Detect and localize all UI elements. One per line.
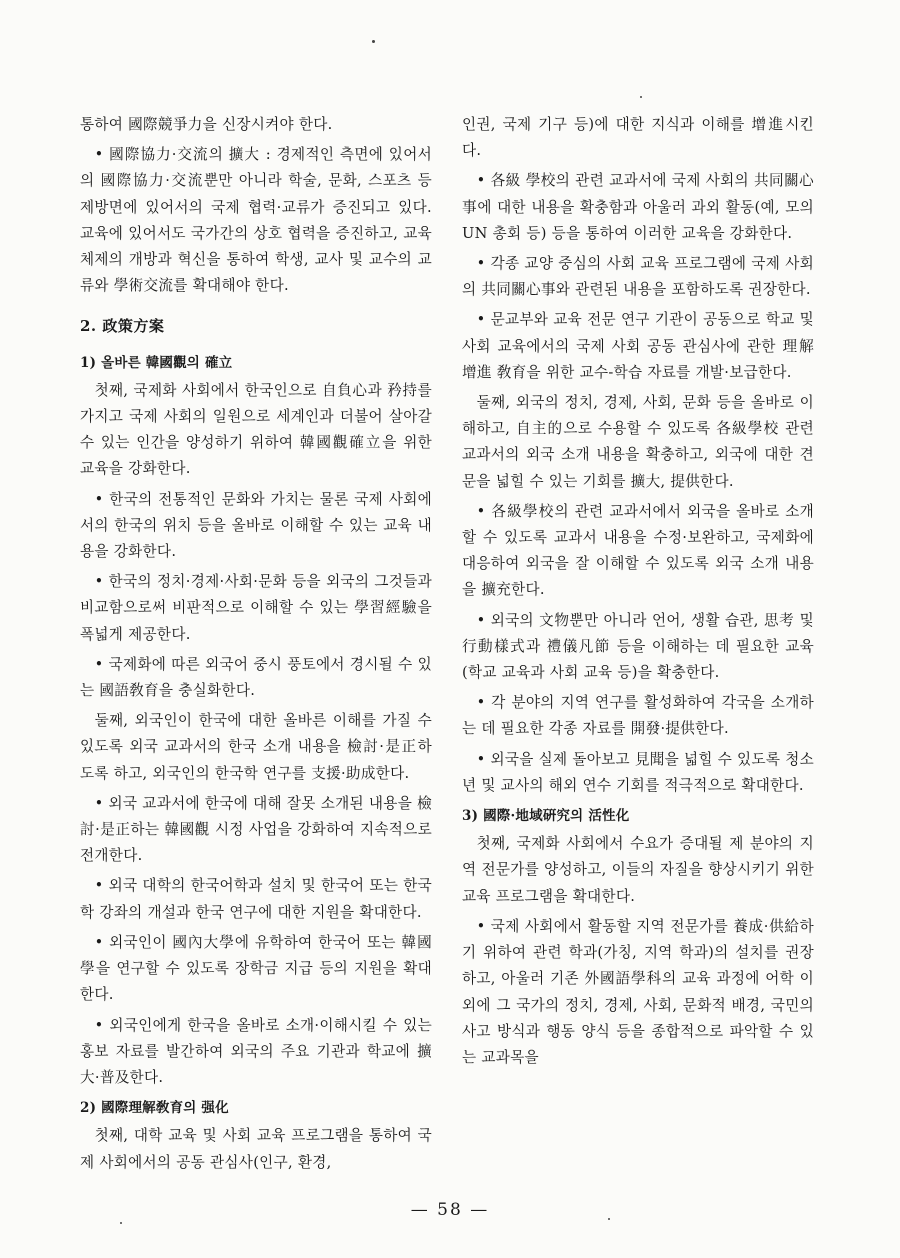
paragraph: 첫째, 국제화 사회에서 수요가 증대될 제 분야의 지역 전문가를 양성하고, 이들의 자질을 향상시키기 위한 교육 프로그램을 확대한다.: [462, 835, 814, 905]
bullet-item: • 국제화에 따른 외국어 중시 풍토에서 경시될 수 있는 國語敎育을 충실화한다.: [80, 655, 432, 700]
subsection-heading: 1) 올바른 韓國觀의 確立: [80, 354, 233, 371]
bullet-item: • 문교부와 교육 전문 연구 기관이 공동으로 학교 및 사회 교육에서의 국제 사회 공동 관심사에 관한 理解增進 敎育을 위한 교수-학습 자료를 개발·보급한다.: [462, 311, 814, 381]
bullet-item: • 한국의 정치·경제·사회·문화 등을 외국의 그것들과 비교함으로써 비판적으로 이해할 수 있는 學習經驗을 폭넓게 제공한다.: [80, 573, 432, 643]
bullet-item: • 한국의 전통적인 문화와 가치는 물론 국제 사회에서의 한국의 위치 등을 올바로 이해할 수 있는 교육 내용을 강화한다.: [80, 490, 432, 561]
bullet-item: • 國際協力·交流의 擴大 : 경제적인 측면에 있어서의 國際協力·交流뿐만 아니라 학술, 문화, 스포츠 등 제방면에 있어서의 국제 협력·교류가 증진되고 있다. 교육에 있어서도 국가간의 상호 협력을 증진하고, 교육 체제의 개방과 혁신을 통하여 학생, 교사 및 교수의 교류와 學術交流를 확대해야 한다.: [80, 146, 432, 295]
scan-speck: [120, 1222, 122, 1224]
page-number: — 58 —: [410, 1200, 490, 1220]
paragraph: 첫째, 국제화 사회에서 한국인으로 自負心과 矜持를 가지고 국제 사회의 일원으로 세계인과 더불어 살아갈 수 있는 인간을 양성하기 위하여 韓國觀確立을 위한 교육을 강화한다.: [80, 381, 432, 478]
bullet-item: • 외국을 실제 돌아보고 見聞을 넓힐 수 있도록 청소년 및 교사의 해외 연수 기회를 적극적으로 확대한다.: [462, 750, 814, 794]
bullet-item: • 외국의 文物뿐만 아니라 언어, 생활 습관, 思考 및 行動樣式과 禮儀凡節 등을 이해하는 데 필요한 교육(학교 교육과 사회 교육 등)을 확충한다.: [462, 611, 814, 682]
scan-speck: [372, 40, 375, 43]
bullet-item: • 국제 사회에서 활동할 지역 전문가를 養成·供給하기 위하여 관련 학과(가칭, 지역 학과)의 설치를 권장하고, 아울러 기존 外國語學科의 교육 과정에 어학 이외에 그 국가의 정치, 경제, 사회, 문화적 배경, 국민의 사고 방식과 행동 양식 등을 종합적으로 파악할 수 있는 교과목을: [462, 917, 814, 1066]
paragraph: 통하여 國際競爭力을 신장시켜야 한다.: [80, 116, 333, 133]
paragraph: 첫째, 대학 교육 및 사회 교육 프로그램을 통하여 국제 사회에서의 공동 관심사(인구, 환경,: [80, 1127, 432, 1171]
bullet-item: • 각종 교양 중심의 사회 교육 프로그램에 국제 사회의 共同關心事와 관련된 내용을 포함하도록 권장한다.: [462, 255, 814, 299]
bullet-item: • 각 분야의 지역 연구를 활성화하여 각국을 소개하는 데 필요한 각종 자료를 開發·提供한다.: [462, 694, 814, 738]
paragraph: 둘째, 외국의 정치, 경제, 사회, 문화 등을 올바로 이해하고, 自主的으로 수용할 수 있도록 各級學校 관련 교과서의 외국 소개 내용을 확충하고, 외국에 대한 견문을 넓힐 수 있는 기회를 擴大, 提供한다.: [462, 394, 814, 490]
paragraph: 둘째, 외국인이 한국에 대한 올바른 이해를 가질 수 있도록 외국 교과서의 한국 소개 내용을 檢討·是正하도록 하고, 외국인의 한국학 연구를 支援·助成한다.: [80, 712, 432, 782]
subsection-heading: 3) 國際·地域硏究의 活性化: [462, 808, 630, 825]
bullet-item: • 외국 교과서에 한국에 대해 잘못 소개된 내용을 檢討·是正하는 韓國觀 시정 사업을 강화하여 지속적으로 전개한다.: [80, 794, 432, 865]
bullet-item: • 외국 대학의 한국어학과 설치 및 한국어 또는 한국학 강좌의 개설과 한국 연구에 대한 지원을 확대한다.: [80, 877, 432, 921]
paragraph: 인권, 국제 기구 등)에 대한 지식과 이해를 增進시킨다.: [462, 116, 814, 160]
subsection-heading: 2) 國際理解敎育의 强化: [80, 1100, 229, 1117]
left-column: [80, 112, 432, 1180]
section-heading: 2. 政策方案: [80, 317, 165, 336]
bullet-item: • 외국인이 國內大學에 유학하여 한국어 또는 韓國學을 연구할 수 있도록 장학금 지급 등의 지원을 확대한다.: [80, 933, 432, 1004]
scan-speck: [608, 1218, 610, 1220]
bullet-item: • 외국인에게 한국을 올바로 소개·이해시킬 수 있는 홍보 자료를 발간하여 외국의 주요 기관과 학교에 擴大·普及한다.: [80, 1016, 432, 1086]
bullet-item: • 各級學校의 관련 교과서에서 외국을 올바로 소개할 수 있도록 교과서 내용을 수정·보완하고, 국제화에 대응하여 외국을 잘 이해할 수 있도록 외국 소개 내용을 擴充한다.: [462, 502, 814, 599]
bullet-item: • 各級 學校의 관련 교과서에 국제 사회의 共同關心事에 대한 내용을 확충함과 아울러 과외 활동(예, 모의 UN 총회 등) 등을 통하여 이러한 교육을 강화한다.: [462, 172, 814, 242]
scan-speck: [640, 96, 642, 98]
right-column: [462, 112, 814, 1075]
